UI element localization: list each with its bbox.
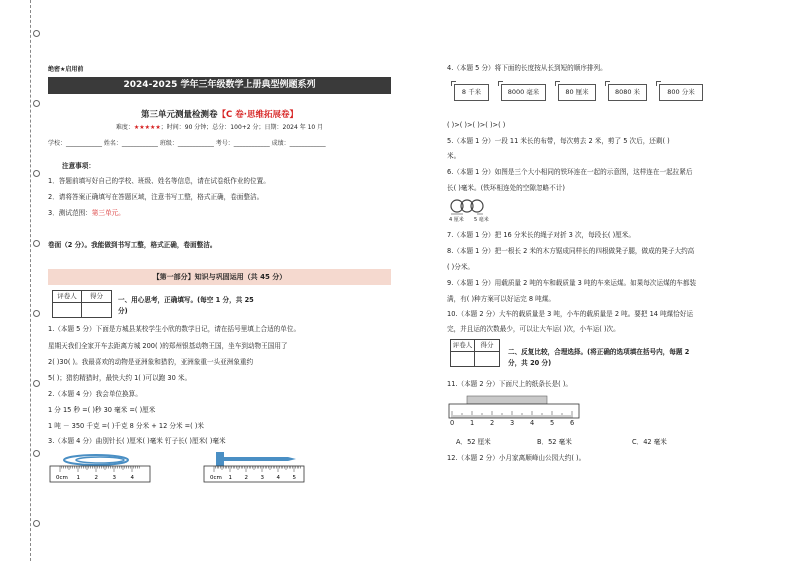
unit-box: 800 分米 [659,84,703,101]
score-head-score-right: 得分 [475,340,499,352]
notes-heading: 注意事项： [62,162,95,170]
ruler-nail-figure [202,448,312,488]
section2-title-line2: 分，共 20 分) [508,359,552,367]
q11-option-a[interactable]: A．52 厘米 [456,438,491,446]
q3-stem: 3.（本题 4 分）曲别针长( )厘米( )毫米 钉子长( )厘米( )毫米 [48,437,226,445]
ruler-tick-label: 4 [276,475,280,481]
section1-title-line1: 一、用心思考，正确填写。(每空 1 分，共 25 [118,296,254,304]
q11-option-c[interactable]: C．42 毫米 [632,438,667,446]
paper-title-main: 第三单元测量检测卷 [141,110,218,120]
q9-line1: 9.（本题 1 分）用载质量 2 吨的车和载质量 3 吨的车来运煤。如果每次运煤的车都装 [447,279,697,287]
ruler-tick-label: 1 [76,475,80,481]
q4-answer-line: ( )>( )>( )>( )>( ) [447,121,506,129]
secret-label: 绝密★启用前 [48,66,84,73]
ruler-paperclip-figure [48,448,158,488]
series-title: 2024-2025 学年三年级数学上册典型例题系列 [48,77,391,94]
q11-stem: 11.（本题 2 分）下面尺上的纸条长是( )。 [447,380,573,388]
q4-stem: 4.（本题 5 分）将下面的长度按从长到短的顺序排列。 [447,64,607,72]
q1-line3: 2( )30( )。我最喜欢的动物是亚洲象和猎豹，亚洲象重一头亚洲象重约 [48,358,254,366]
paper-strip [467,396,547,404]
score-cell-grader[interactable] [53,303,82,317]
unit-box: 8000 毫米 [501,84,546,101]
q11-ruler-label: 5 [550,419,555,427]
paper-title [48,108,391,120]
section2-title-line1: 二、反复比较，合理选择。(将正确的选项填在括号内，每题 2 [508,348,690,356]
ruler-tick-label: 2 [244,475,248,481]
ruler-tick-label: 4 [130,475,134,481]
q1-line1: 1.（本题 5 分）下面是方城县某校学生小欣的数学日记，请在括号里填上合适的单位。 [48,325,301,333]
paper-title-tag: 【C 卷·思维拓展卷】 [217,110,298,120]
score-box-right [450,339,500,367]
binding-line [30,0,31,561]
ruler-tick-label: 3 [260,475,264,481]
q6-line1: 6.（本题 1 分）如图是三个大小相同的铁环连在一起的示意图，这样连在一起拉紧后 [447,168,693,176]
nail-shaft [218,457,288,461]
q2-line2: 1 吨 － 350 千克 =( )千克 8 分米 + 12 分米 =( )米 [48,422,205,430]
part1-band: 【第一部分】知识与巩固运用（共 45 分） [48,269,391,285]
q10-line1: 10.（本题 2 分）大车的载质量是 3 吨，小车的载质量是 2 吨。要把 14 吨煤恰好运 [447,310,694,318]
ring-label-a: 4 厘米 [449,217,464,223]
ruler-tick-label: 0cm [56,475,68,481]
q9-line2: 满，有( )种方案可以好运完 8 吨煤。 [447,295,555,303]
unit-box: 8080 米 [608,84,647,101]
q11-option-b[interactable]: B．52 毫米 [537,438,572,446]
q11-ruler-label: 1 [470,419,475,427]
ruler-tick-label: 2 [94,475,98,481]
nail-head [216,452,224,466]
ring-label-b: 5 毫米 [474,217,489,223]
q10-line2: 完，并且运的次数最少，可以让大车运( )次，小车运( )次。 [447,325,620,333]
score-head-grader-right: 评卷人 [451,340,475,352]
q8-line2: ( )分米。 [447,263,475,271]
q1-line4: 5( )；猎豹精猎时，最快大约 1( )可以跑 30 米。 [48,374,192,382]
note-item-3 [48,209,125,217]
unit-box: 80 厘米 [558,84,596,101]
note-item-3-scope: 第三单元。 [91,209,125,217]
q11-ruler-label: 2 [490,419,495,427]
q5-line1: 5.（本题 1 分）一段 11 米长的布带，每次剪去 2 米，剪了 5 次后，还剩( ) [447,137,670,145]
score-box-left [52,290,112,318]
note-item-2: 2．请将答案正确填写在答题区域，注意书写工整，格式正确，卷面整洁。 [48,193,264,201]
neatness-note: 卷面（2 分）。我能做到书写工整，格式正确，卷面整洁。 [48,241,217,249]
score-cell-grader-right[interactable] [451,352,475,366]
student-info-fields: 学校：____________ 姓名：____________ 班级：____________ 考号：____________ 成绩：____________ [48,140,326,147]
section1-title-line2: 分) [118,307,128,315]
q11-ruler-label: 0 [450,419,455,427]
q6-line2: 长( )毫米。(铁环相连处的空隙忽略不计) [447,184,565,192]
meta-rest: ；时间：90 分钟；总分：100+2 分；日期：2024 年 10 月 [160,124,324,131]
ruler-tick-label: 3 [112,475,116,481]
ruler-tick-label: 1 [228,475,232,481]
nail-tip [288,457,296,461]
q11-ruler-label: 6 [570,419,575,427]
difficulty-stars: ★★★★★ [133,124,161,131]
ruler-tick-label: 5 [292,475,296,481]
score-head-grader: 评卷人 [53,291,82,303]
q2-stem: 2.（本题 4 分）我会单位换算。 [48,390,142,398]
q7: 7.（本题 1 分）把 16 分米长的绳子对折 3 次，每段长( )厘米。 [447,231,635,239]
q11-ruler-label: 3 [510,419,515,427]
paper-meta [48,124,391,132]
binding-holes [33,0,39,561]
q1-line2: 星期天我们全家开车去距离方城 200( )的郑州银基动物王国，坐车到动物王国用了 [48,342,288,350]
difficulty-label: 难度： [115,124,134,131]
q11-ruler-figure [447,392,587,426]
ruler-tick-label: 0cm [210,475,222,481]
score-cell-score-right[interactable] [475,352,499,366]
unit-box: 8 千米 [454,84,489,101]
note-item-3-prefix: 3．测试范围： [48,209,92,217]
score-head-score: 得分 [82,291,111,303]
score-cell-score[interactable] [82,303,111,317]
q8-line1: 8.（本题 1 分）把一根长 2 米的木方锯成同样长的四根做凳子腿，做成的凳子大约高 [447,247,695,255]
q2-line1: 1 分 15 秒 =( )秒 30 毫米 =( )厘米 [48,406,156,414]
q5-line2: 米。 [447,152,461,160]
q11-ruler-label: 4 [530,419,535,427]
note-item-1: 1．答题前填写好自己的学校、班级、姓名等信息，请在试卷纸作业的位置。 [48,177,270,185]
paperclip-inner [76,457,124,463]
q12-stem: 12.（本题 2 分）小月家离顺峰山公园大约( )。 [447,454,586,462]
